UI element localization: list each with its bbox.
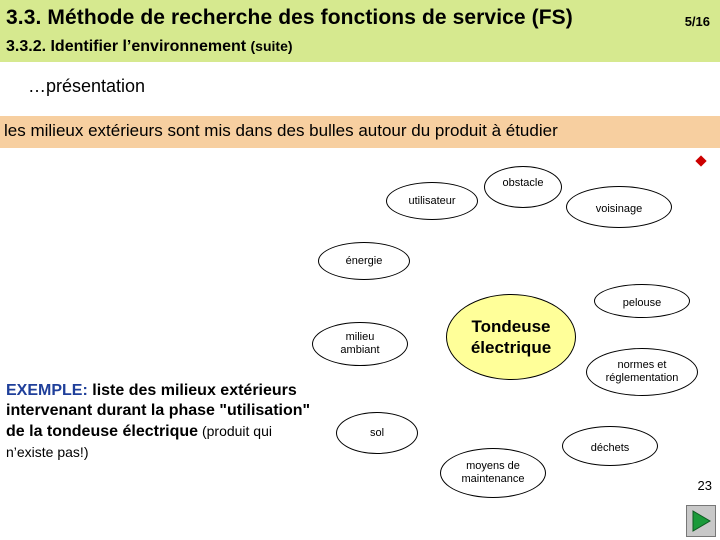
bubble-milieu-ambiant	[312, 322, 408, 366]
bubble-moyens-maintenance	[440, 448, 546, 498]
bubble-dechets-label: déchets	[590, 441, 630, 454]
banner-text: les milieux extérieurs sont mis dans des bulles autour du produit à étudier	[4, 121, 558, 140]
bubble-obstacle-label: obstacle	[502, 177, 544, 189]
page-counter: 5/16	[684, 14, 710, 29]
slide-subtitle	[6, 38, 293, 56]
bubble-sol	[336, 412, 418, 454]
bubble-milieu-text	[340, 331, 379, 357]
bubble-moyens-line2: maintenance	[461, 473, 525, 485]
slide-title: 3.3. Méthode de recherche des fonctions de service (FS)	[6, 6, 573, 29]
next-slide-button[interactable]	[686, 505, 716, 537]
bubble-utilisateur	[386, 182, 478, 220]
example-text	[6, 381, 316, 463]
intro-text: …présentation	[28, 76, 146, 96]
bubble-normes	[586, 348, 698, 396]
slide-number: 23	[697, 478, 712, 493]
bubble-obstacle	[484, 166, 562, 208]
bubble-energie-label: énergie	[345, 254, 383, 267]
banner	[0, 116, 720, 148]
bubble-moyens-line1: moyens de	[466, 460, 520, 472]
bubble-moyens-text	[462, 460, 525, 486]
subtitle-suffix: (suite)	[250, 38, 293, 54]
header-bar	[0, 0, 720, 62]
bubble-utilisateur-label: utilisateur	[408, 194, 456, 207]
bubble-voisinage-label: voisinage	[595, 202, 643, 215]
bubble-sol-label: sol	[369, 426, 385, 439]
bubble-pelouse	[594, 284, 690, 318]
bubble-normes-text	[606, 359, 679, 385]
bubble-normes-line2: réglementation	[605, 372, 679, 384]
example-body: liste des milieux extérieurs intervenant durant la phase "utilisation" de la tondeuse électrique	[6, 382, 311, 440]
bubble-energie	[318, 242, 410, 280]
bubble-dechets	[562, 426, 658, 466]
subtitle-main: 3.3.2. Identifier l’environnement	[6, 38, 247, 55]
example-note: (produit qui n’existe pas!)	[6, 423, 272, 460]
center-bubble-product	[446, 294, 576, 380]
bubble-milieu-line1: milieu	[345, 331, 375, 343]
red-diamond-icon	[695, 155, 706, 166]
bubble-milieu-line2: ambiant	[340, 344, 380, 356]
bubble-pelouse-label: pelouse	[622, 296, 662, 309]
bubble-normes-line1: normes et	[617, 359, 667, 371]
next-arrow-icon	[690, 509, 712, 533]
center-bubble-label: Tondeuse électrique	[470, 317, 552, 357]
bubble-voisinage	[566, 186, 672, 228]
example-keyword: EXEMPLE:	[6, 382, 88, 399]
